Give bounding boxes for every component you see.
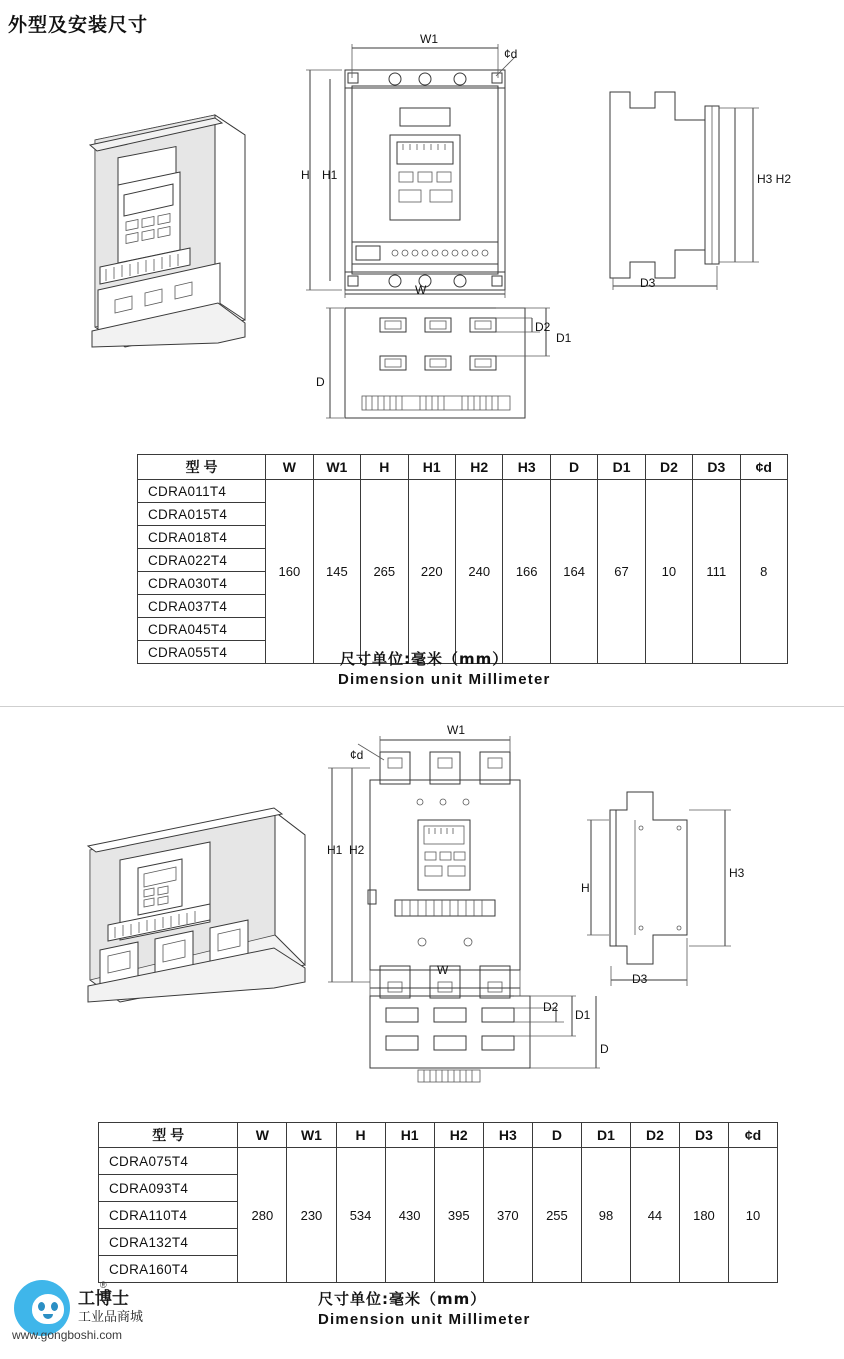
cell-h: 265	[361, 480, 408, 664]
label-d-1: D	[316, 375, 325, 389]
cell-model: CDRA015T4	[138, 503, 266, 526]
th-h1: H1	[385, 1123, 434, 1148]
label-h1-2: H1	[327, 843, 343, 857]
cell-h3: 166	[503, 480, 550, 664]
label-h2-2: H2	[349, 843, 365, 857]
label-d2-2: D2	[543, 1000, 559, 1014]
label-h-1: H	[301, 168, 310, 182]
th-d3: D3	[679, 1123, 728, 1148]
cell-w: 160	[266, 480, 313, 664]
label-d1-1: D1	[556, 331, 572, 345]
unit-note-en-2: Dimension unit Millimeter	[318, 1311, 531, 1328]
mascot-face-icon	[32, 1294, 64, 1324]
cell-h1: 220	[408, 480, 455, 664]
cell-h2: 395	[434, 1148, 483, 1283]
cell-w1: 230	[287, 1148, 336, 1283]
watermark-logo	[8, 1278, 218, 1348]
cell-h: 534	[336, 1148, 385, 1283]
cell-d3: 111	[693, 480, 740, 664]
label-d-2: D	[600, 1042, 609, 1056]
th-w: W	[266, 455, 313, 480]
cell-model: CDRA075T4	[99, 1148, 238, 1175]
unit-note-cn-1: 尺寸单位:毫米（mm）	[340, 650, 509, 668]
cell-d1: 67	[598, 480, 645, 664]
th-h2: H2	[455, 455, 502, 480]
watermark-brand-sub: 工业品商城	[78, 1310, 144, 1325]
th-d: D	[550, 455, 597, 480]
cell-h3: 370	[483, 1148, 532, 1283]
th-w: W	[238, 1123, 287, 1148]
side-view-drawing-1	[595, 80, 775, 300]
label-w-bottom-2: W	[437, 963, 449, 977]
cell-d1: 98	[581, 1148, 630, 1283]
th-d: D	[532, 1123, 581, 1148]
unit-note-en-1: Dimension unit Millimeter	[338, 671, 551, 688]
cell-model: CDRA022T4	[138, 549, 266, 572]
unit-note-cn-2: 尺寸单位:毫米（mm）	[318, 1290, 487, 1308]
cell-model: CDRA037T4	[138, 595, 266, 618]
th-model: 型 号	[99, 1123, 238, 1148]
label-w-bottom-1: W	[415, 283, 427, 297]
cell-model: CDRA045T4	[138, 618, 266, 641]
cell-model: CDRA018T4	[138, 526, 266, 549]
cell-diameter-d: 8	[740, 480, 787, 664]
th-h: H	[361, 455, 408, 480]
cell-d3: 180	[679, 1148, 728, 1283]
label-d2-1: D2	[535, 320, 551, 334]
table-row	[99, 1148, 778, 1175]
side-view-drawing-2	[575, 780, 765, 1000]
label-d1-2: D1	[575, 1008, 591, 1022]
section-divider	[0, 706, 844, 707]
cell-model: CDRA030T4	[138, 572, 266, 595]
label-d3-1: D3	[640, 276, 656, 290]
cell-d: 255	[532, 1148, 581, 1283]
th-d2: D2	[630, 1123, 679, 1148]
label-h3-h2-1: H3 H2	[757, 172, 792, 186]
mascot-eye-right-icon	[51, 1302, 58, 1311]
th-model: 型 号	[138, 455, 266, 480]
th-h3: H3	[503, 455, 550, 480]
dimension-table-1	[137, 454, 788, 664]
cell-h1: 430	[385, 1148, 434, 1283]
cell-model: CDRA011T4	[138, 480, 266, 503]
label-h-2: H	[581, 881, 590, 895]
th-h2: H2	[434, 1123, 483, 1148]
top-view-drawing-1	[300, 300, 550, 435]
th-d1: D1	[598, 455, 645, 480]
cell-diameter-d: 10	[729, 1148, 778, 1283]
label-w1-top-2: W1	[447, 723, 465, 737]
cell-model: CDRA055T4	[138, 641, 266, 664]
cell-model: CDRA093T4	[99, 1175, 238, 1202]
page-title: 外型及安装尺寸	[8, 14, 149, 36]
label-w1-top-1: W1	[420, 32, 438, 46]
label-diameter-d-2: ¢d	[350, 748, 364, 762]
th-diameter-d: ¢d	[729, 1123, 778, 1148]
th-w1: W1	[287, 1123, 336, 1148]
th-w1: W1	[313, 455, 360, 480]
cell-model: CDRA160T4	[99, 1256, 238, 1283]
label-d3-2: D3	[632, 972, 648, 986]
th-d2: D2	[645, 455, 692, 480]
label-diameter-d-1: ¢d	[504, 47, 518, 61]
th-h3: H3	[483, 1123, 532, 1148]
watermark-brand-cn: 工博士	[78, 1289, 129, 1309]
front-view-drawing-2	[310, 730, 570, 1000]
watermark-site: www.gongboshi.com	[12, 1328, 123, 1342]
th-h1: H1	[408, 455, 455, 480]
cell-d: 164	[550, 480, 597, 664]
cell-d2: 10	[645, 480, 692, 664]
th-d1: D1	[581, 1123, 630, 1148]
mascot-mouth-icon	[43, 1314, 53, 1319]
product-perspective-view-1	[40, 85, 280, 365]
front-view-drawing-1	[300, 30, 540, 300]
label-h3-2: H3	[729, 866, 745, 880]
cell-h2: 240	[455, 480, 502, 664]
cell-model: CDRA132T4	[99, 1229, 238, 1256]
registered-mark-icon: ®	[100, 1280, 107, 1290]
cell-w: 280	[238, 1148, 287, 1283]
cell-d2: 44	[630, 1148, 679, 1283]
table-header-row	[138, 455, 788, 480]
product-perspective-view-2	[60, 790, 320, 1020]
cell-model: CDRA110T4	[99, 1202, 238, 1229]
table-row	[138, 480, 788, 503]
mascot-eye-left-icon	[38, 1302, 45, 1311]
th-diameter-d: ¢d	[740, 455, 787, 480]
cell-w1: 145	[313, 480, 360, 664]
th-d3: D3	[693, 455, 740, 480]
dimension-table-2	[98, 1122, 778, 1283]
table-header-row	[99, 1123, 778, 1148]
label-h1-1: H1	[322, 168, 338, 182]
th-h: H	[336, 1123, 385, 1148]
